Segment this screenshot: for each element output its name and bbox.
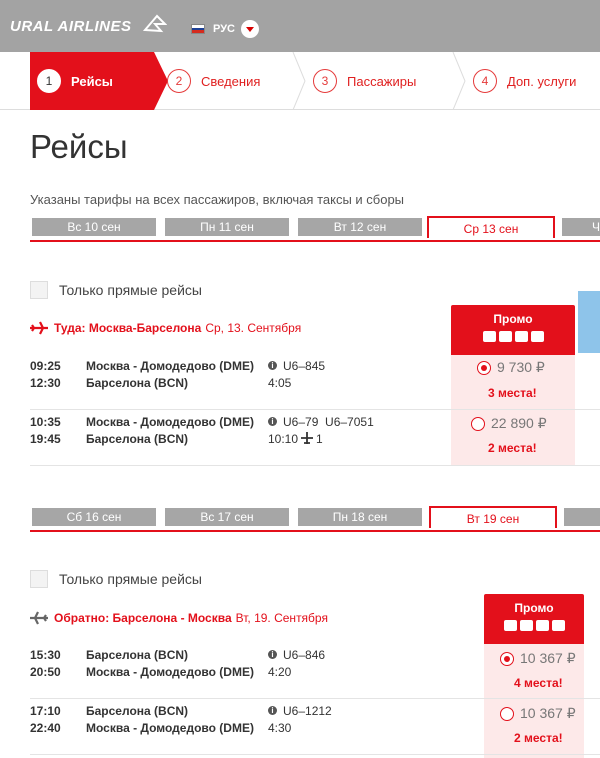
fare-option[interactable]: [500, 705, 576, 722]
fare-radio[interactable]: [500, 707, 514, 721]
arrival-time: 22:40: [30, 721, 61, 735]
date-bar-underline: [30, 530, 600, 532]
promo-title: Промо: [514, 601, 554, 615]
flight-duration: 4:20: [268, 665, 292, 679]
seats-left: 2 места!: [514, 731, 563, 745]
arrival-airport: Москва - Домодедово (DME): [86, 721, 254, 735]
date-tab[interactable]: [564, 508, 600, 526]
info-icon[interactable]: i: [268, 706, 277, 715]
departure-airport: Барселона (BCN): [86, 648, 189, 662]
outbound-route: [30, 321, 301, 335]
arrival-time: 20:50: [30, 665, 61, 679]
drink-icon: [531, 331, 544, 342]
date-tab-selected[interactable]: Вт 19 сен: [429, 506, 557, 528]
departure-time: 10:35: [30, 415, 61, 429]
fare-price: 9 730 ₽: [497, 359, 545, 375]
flight-duration: 10:10: [268, 432, 299, 446]
logo[interactable]: URAL AIRLINES: [10, 18, 132, 35]
meal-icon: [536, 620, 549, 631]
flight-duration: 4:30: [268, 721, 292, 735]
route-date: Вт, 19. Сентября: [235, 611, 328, 625]
step-arrow: [154, 52, 168, 110]
step-passengers[interactable]: [313, 52, 453, 110]
row-divider: [30, 754, 600, 755]
date-tab[interactable]: Вт 12 сен: [298, 218, 422, 236]
stops-count: 1: [316, 432, 323, 446]
route-date: Ср, 13. Сентября: [205, 321, 302, 335]
direct-only-checkbox[interactable]: [30, 281, 48, 299]
date-tab[interactable]: Вс 10 сен: [32, 218, 156, 236]
russia-flag-icon: [191, 24, 205, 34]
route-direction: Обратно: Барселона - Москва: [54, 611, 232, 625]
page-title: Рейсы: [30, 128, 128, 165]
date-tab[interactable]: Вс 17 сен: [165, 508, 289, 526]
arrival-airport: Барселона (BCN): [86, 376, 189, 390]
promo-fare-header[interactable]: [451, 305, 575, 355]
date-tab-selected[interactable]: Ср 13 сен: [427, 216, 555, 238]
booking-steps: [0, 52, 600, 110]
direct-only-label: Только прямые рейсы: [59, 571, 202, 587]
departure-airport: Москва - Домодедово (DME): [86, 359, 254, 373]
step-label: Пассажиры: [347, 73, 417, 89]
drink-icon: [552, 620, 565, 631]
connection-plane-icon: [301, 432, 313, 444]
row-divider: [30, 465, 600, 466]
departure-airport: Москва - Домодедово (DME): [86, 415, 254, 429]
date-tab[interactable]: Ч: [562, 218, 600, 236]
fare-features: [451, 331, 575, 342]
inbound-route: [30, 611, 328, 625]
seats-left: 3 места!: [488, 386, 537, 400]
departure-time: 15:30: [30, 648, 61, 662]
step-details[interactable]: [167, 52, 287, 110]
meal-icon: [515, 331, 528, 342]
outbound-date-bar: [30, 216, 600, 242]
step-label: Рейсы: [71, 73, 113, 89]
fare-radio-selected[interactable]: [500, 652, 514, 666]
info-icon[interactable]: i: [268, 361, 277, 370]
step-divider: [292, 52, 306, 110]
flight-number: U6–1212: [283, 704, 332, 718]
step-number: 1: [37, 69, 61, 93]
arrival-time: 19:45: [30, 432, 61, 446]
direct-only-checkbox[interactable]: [30, 570, 48, 588]
logo-mark-icon: [143, 14, 167, 34]
date-bar-underline: [30, 240, 600, 242]
fare-option[interactable]: [477, 359, 545, 376]
flight-number: U6–845: [283, 359, 326, 373]
date-tab[interactable]: Пн 18 сен: [298, 508, 422, 526]
departure-time: 17:10: [30, 704, 61, 718]
plane-icon: [30, 611, 48, 625]
business-fare-header[interactable]: [578, 291, 600, 353]
arrival-airport: Барселона (BCN): [86, 432, 189, 446]
step-number: 4: [473, 69, 497, 93]
row-divider: [30, 698, 600, 699]
step-flights[interactable]: [30, 52, 154, 110]
carry-on-icon: [499, 331, 512, 342]
promo-fare-header[interactable]: [484, 594, 584, 644]
flight-number: U6–79 U6–7051: [283, 415, 374, 429]
fare-note: Указаны тарифы на всех пассажиров, включая таксы и сборы: [30, 192, 405, 207]
fare-price: 10 367 ₽: [520, 650, 576, 666]
fare-radio[interactable]: [471, 417, 485, 431]
route-direction: Туда: Москва-Барселона: [54, 321, 202, 335]
baggage-icon: [483, 331, 496, 342]
top-bar: [0, 0, 600, 52]
step-divider: [452, 52, 466, 110]
language-label[interactable]: РУС: [213, 23, 235, 35]
seats-left: 4 места!: [514, 676, 563, 690]
carry-on-icon: [520, 620, 533, 631]
seats-left: 2 места!: [488, 441, 537, 455]
step-number: 3: [313, 69, 337, 93]
date-tab[interactable]: Пн 11 сен: [165, 218, 289, 236]
date-tab[interactable]: Сб 16 сен: [32, 508, 156, 526]
info-icon[interactable]: i: [268, 417, 277, 426]
info-icon[interactable]: i: [268, 650, 277, 659]
fare-features: [484, 620, 584, 631]
language-dropdown-icon[interactable]: [241, 20, 259, 38]
fare-option[interactable]: [500, 650, 576, 667]
flight-duration: 4:05: [268, 376, 292, 390]
fare-price: 10 367 ₽: [520, 705, 576, 721]
departure-time: 09:25: [30, 359, 61, 373]
direct-only-label: Только прямые рейсы: [59, 282, 202, 298]
fare-price: 22 890 ₽: [491, 415, 547, 431]
fare-option[interactable]: [471, 415, 547, 432]
step-label: Сведения: [201, 73, 261, 89]
departure-airport: Барселона (BCN): [86, 704, 189, 718]
step-extra-services[interactable]: [473, 52, 600, 110]
flight-number: U6–846: [283, 648, 326, 662]
arrival-time: 12:30: [30, 376, 61, 390]
promo-title: Промо: [493, 312, 533, 326]
arrival-airport: Москва - Домодедово (DME): [86, 665, 254, 679]
fare-radio-selected[interactable]: [477, 361, 491, 375]
step-label: Доп. услуги: [507, 73, 577, 89]
plane-icon: [30, 321, 48, 335]
row-divider: [30, 409, 600, 410]
baggage-icon: [504, 620, 517, 631]
inbound-date-bar: [30, 506, 600, 532]
step-number: 2: [167, 69, 191, 93]
